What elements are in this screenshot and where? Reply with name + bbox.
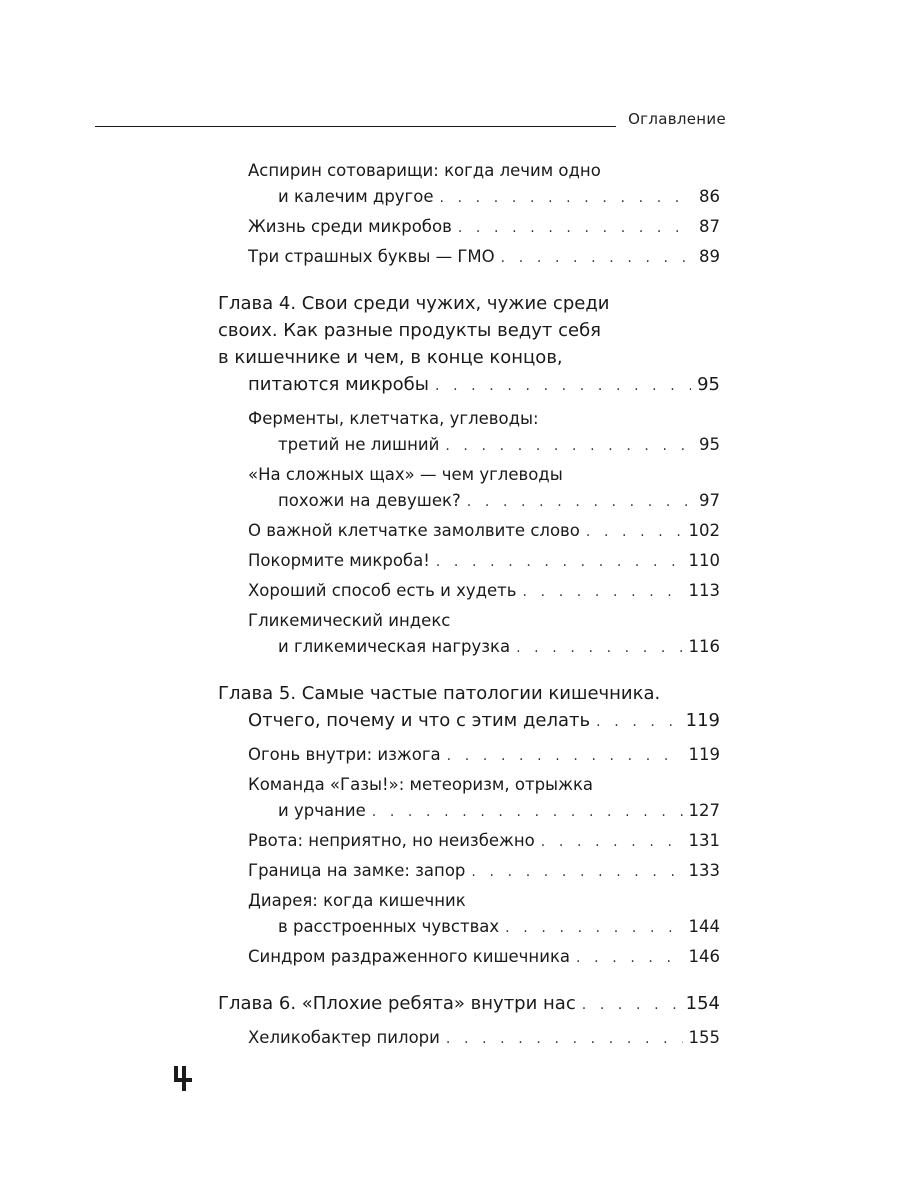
- running-head-title: Оглавление: [628, 110, 726, 128]
- dot-leader: [447, 749, 683, 763]
- toc-page-number: 127: [688, 801, 720, 820]
- toc-entry-title-line: Хеликобактер пилори: [248, 1028, 440, 1047]
- toc-entry-last-line: [248, 518, 720, 544]
- toc-entry-title-line: Гликемический индекс: [248, 611, 451, 630]
- toc-entry-title-line: третий не лишний: [278, 435, 440, 454]
- toc-section-entry: [218, 244, 720, 270]
- toc-page-number: 110: [688, 551, 720, 570]
- toc-entry-title-line: Покормите микроба!: [248, 551, 430, 570]
- dot-leader: [467, 495, 693, 509]
- toc-entry-last-line: [248, 1025, 720, 1051]
- dot-leader: [501, 251, 693, 265]
- toc-page-number: 87: [699, 217, 720, 236]
- toc-page-number: 146: [688, 947, 720, 966]
- toc-page-number: 116: [688, 637, 720, 656]
- toc-entry-title-line: и урчание: [278, 801, 366, 820]
- toc-entry-title-line: своих. Как разные продукты ведут себя: [218, 320, 602, 341]
- toc-section-entry: [218, 548, 720, 574]
- toc-chapter-entry: [218, 680, 720, 734]
- toc-entry-title-line: Рвота: неприятно, но неизбежно: [248, 831, 535, 850]
- toc-entry-title-line: Жизнь среди микробов: [248, 217, 452, 236]
- toc-entry-last-line: [248, 634, 720, 660]
- toc-entry-last-line: [248, 578, 720, 604]
- toc-entry-title-line: и гликемическая нагрузка: [278, 637, 511, 656]
- toc-entry-last-line: [218, 371, 720, 398]
- dot-leader: [523, 585, 683, 599]
- toc-entry-title-line: Команда «Газы!»: метеоризм, отрыжка: [248, 775, 594, 794]
- toc-page-number: 102: [688, 521, 720, 540]
- toc-page-number: 95: [699, 435, 720, 454]
- page-number-icon: [172, 1065, 194, 1091]
- dot-leader: [505, 921, 682, 935]
- header-rule: [95, 126, 616, 127]
- dot-leader: [436, 555, 683, 569]
- dot-leader: [471, 865, 682, 879]
- toc-section-entry: [218, 158, 720, 210]
- toc-entry-last-line: [248, 488, 720, 514]
- dot-leader: [516, 641, 682, 655]
- dot-leader: [586, 525, 683, 539]
- dot-leader: [435, 379, 691, 393]
- toc-entry-title-line: в кишечнике и чем, в конце концов,: [218, 347, 563, 368]
- toc-page-number: 133: [688, 861, 720, 880]
- toc-entry-last-line: [248, 432, 720, 458]
- toc-chapter-entry: [218, 990, 720, 1017]
- toc-entry-title-line: похожи на девушек?: [278, 491, 461, 510]
- running-head: [95, 108, 726, 130]
- toc-section-entry: [218, 518, 720, 544]
- toc-entry-title-line: Ферменты, клетчатка, углеводы:: [248, 409, 539, 428]
- toc-entry-last-line: [248, 798, 720, 824]
- toc-page-number: 131: [688, 831, 720, 850]
- toc-entry-title-line: Диарея: когда кишечник: [248, 891, 466, 910]
- toc-section-entry: [218, 406, 720, 458]
- toc-entry-last-line: [218, 707, 720, 734]
- toc-section-entry: [218, 608, 720, 660]
- dot-leader: [372, 805, 683, 819]
- toc-page-number: 119: [688, 745, 720, 764]
- toc-page-number: 89: [699, 247, 720, 266]
- toc-entry-title-line: в расстроенных чувствах: [278, 917, 500, 936]
- toc-page-number: 119: [685, 710, 720, 731]
- toc-entry-last-line: [248, 742, 720, 768]
- toc-section-entry: [218, 944, 720, 970]
- toc-entry-title-line: Граница на замке: запор: [248, 861, 466, 880]
- toc-entry-title-line: «На сложных щах» — чем углеводы: [248, 465, 563, 484]
- dot-leader: [596, 715, 680, 729]
- toc-entry-title-line: Глава 5. Самые частые патологии кишечника.: [218, 683, 661, 704]
- toc-section-entry: [218, 214, 720, 240]
- toc-entry-last-line: [248, 548, 720, 574]
- toc-entry-title-line: Хороший способ есть и худеть: [248, 581, 517, 600]
- toc-chapter-entry: [218, 290, 720, 398]
- toc-entry-last-line: [248, 828, 720, 854]
- toc-entry-title-line: Три страшных буквы — ГМО: [248, 247, 495, 266]
- toc-section-entry: [218, 578, 720, 604]
- toc-section-entry: [218, 772, 720, 824]
- toc-section-entry: [218, 1025, 720, 1051]
- dot-leader: [576, 951, 682, 965]
- toc-section-entry: [218, 858, 720, 884]
- toc-entry-title-line: Синдром раздраженного кишечника: [248, 947, 571, 966]
- dot-leader: [541, 835, 683, 849]
- toc-entry-title-line: Аспирин сотоварищи: когда лечим одно: [248, 161, 601, 180]
- dot-leader: [458, 221, 693, 235]
- toc-page-number: 95: [697, 374, 720, 395]
- dot-leader: [582, 998, 680, 1012]
- toc-page-number: 97: [699, 491, 720, 510]
- toc-page-number: 113: [688, 581, 720, 600]
- toc-entry-last-line: [248, 244, 720, 270]
- toc-entry-last-line: [248, 858, 720, 884]
- toc-page-number: 86: [699, 187, 720, 206]
- toc-page-number: 144: [688, 917, 720, 936]
- toc-entry-last-line: [248, 914, 720, 940]
- dot-leader: [445, 439, 693, 453]
- table-of-contents: [218, 158, 720, 1055]
- toc-entry-last-line: [248, 184, 720, 210]
- toc-section-entry: [218, 462, 720, 514]
- toc-entry-last-line: [248, 944, 720, 970]
- toc-entry-title-line: Огонь внутри: изжога: [248, 745, 441, 764]
- dot-leader: [446, 1032, 683, 1046]
- toc-entry-title-line: О важной клетчатке замолвите слово: [248, 521, 580, 540]
- toc-page-number: 155: [688, 1028, 720, 1047]
- toc-section-entry: [218, 742, 720, 768]
- toc-entry-title-line: и калечим другое: [278, 187, 434, 206]
- toc-entry-title-line: питаются микробы: [248, 374, 429, 395]
- toc-section-entry: [218, 888, 720, 940]
- toc-entry-title-line: Глава 6. «Плохие ребята» внутри нас: [218, 993, 576, 1014]
- dot-leader: [439, 191, 693, 205]
- toc-page-number: 154: [685, 993, 720, 1014]
- toc-section-entry: [218, 828, 720, 854]
- toc-entry-title-line: Отчего, почему и что с этим делать: [248, 710, 591, 731]
- toc-entry-last-line: [218, 990, 720, 1017]
- toc-entry-title-line: Глава 4. Свои среди чужих, чужие среди: [218, 293, 610, 314]
- toc-entry-last-line: [248, 214, 720, 240]
